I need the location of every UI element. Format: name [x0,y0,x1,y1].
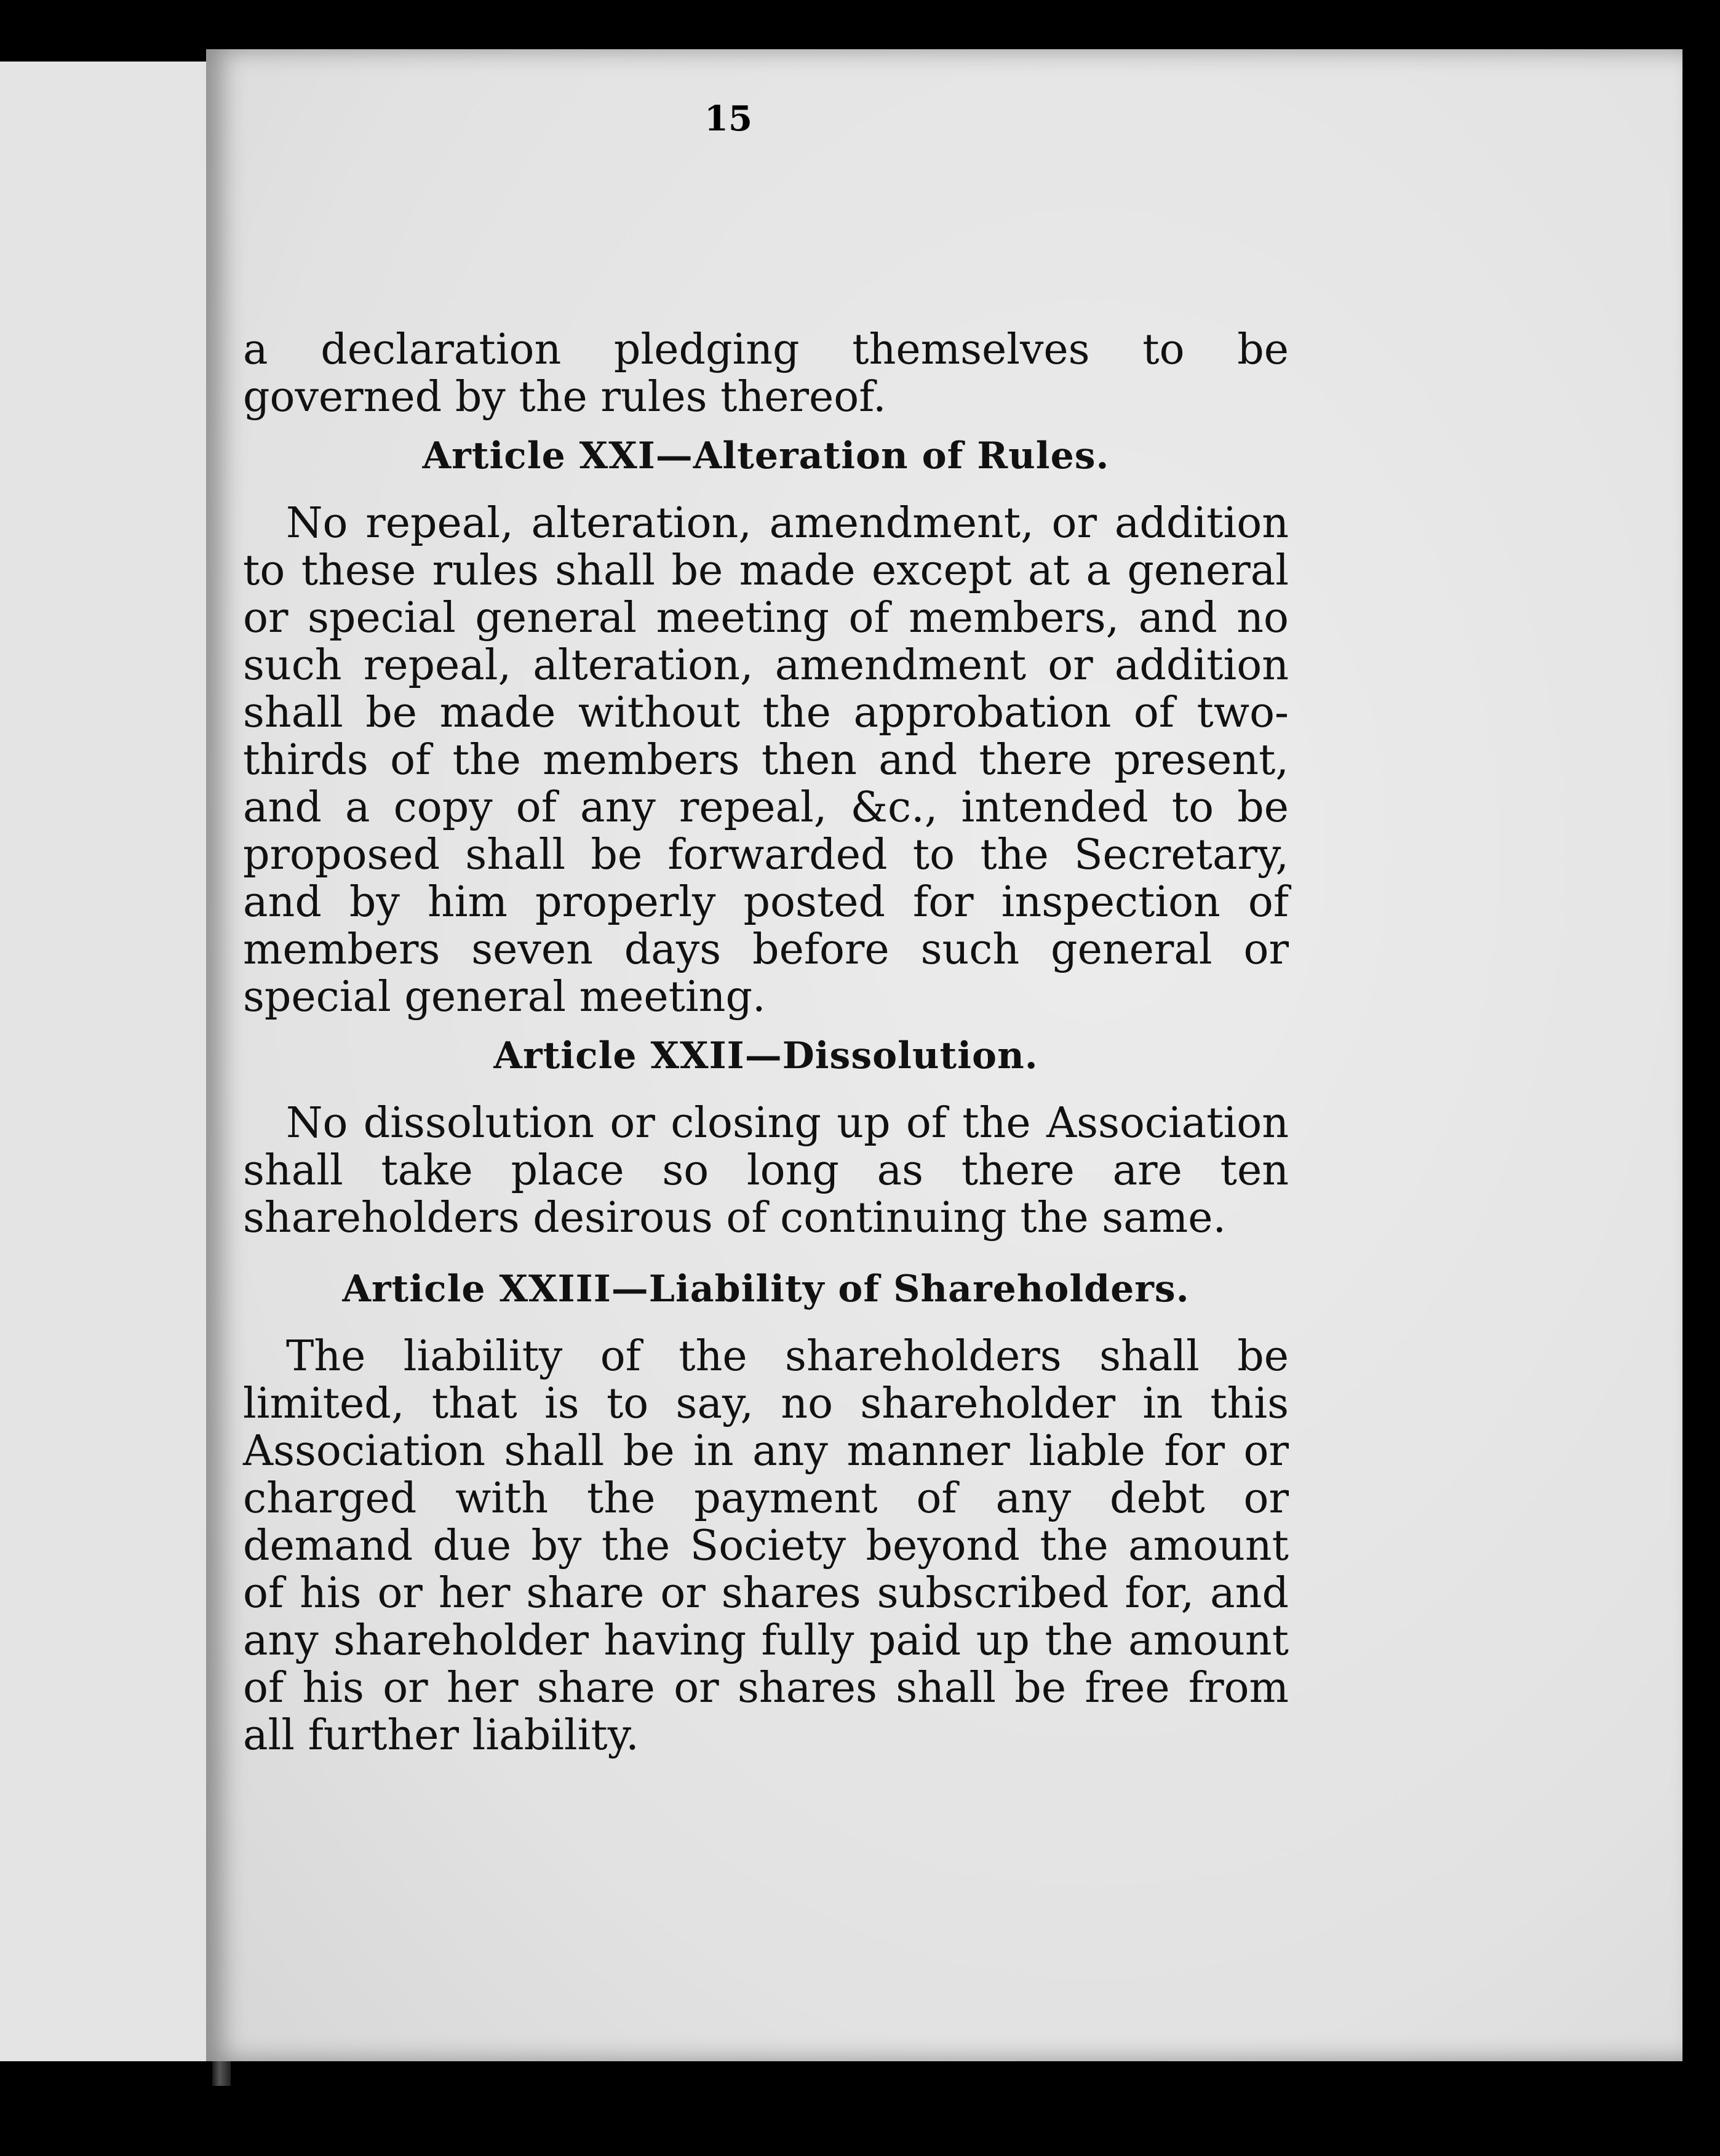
opening-paragraph: a declaration pledging themselves to be governed by the rules thereof. [243,325,1289,421]
article-21-heading: Article XXI—Alteration of Rules. [422,434,1110,477]
facing-page-edge [0,62,218,2061]
article-23-body: The liability of the shareholders shall be limited, that is to say, no shareholder in this Association shall be in any manner liable for or charged with the payment of any debt or demand due by the Society beyond the amount of his or her share or shares subscribed for, and any shareholder having fully paid up the amount of his or her share or shares shall be free from all further liability. [243,1332,1289,1760]
page-text-block [243,326,1289,1759]
article-21-body: No repeal, alteration, amendment, or addition to these rules shall be made except at a general or special general meeting of members, and no such repeal, alteration, amendment or addition shall be made without the approbation of two-thirds of the members then and there present, and a copy of any repeal, &c., intended to be proposed shall be forwarded to the Secretary, and by him properly posted for inspection of members seven days before such general or special general meeting. [243,499,1289,1021]
facing-page-bleed-through [6,62,203,2061]
article-22-heading: Article XXII—Dissolution. [493,1034,1038,1077]
article-23-heading: Article XXIII—Liability of Shareholders. [342,1268,1190,1311]
article-22-body: No dissolution or closing up of the Association shall take place so long as there are ten shareholders desirous of continuing the same. [243,1099,1289,1242]
book-page [206,49,1682,2061]
page-number: 15 [704,98,752,139]
